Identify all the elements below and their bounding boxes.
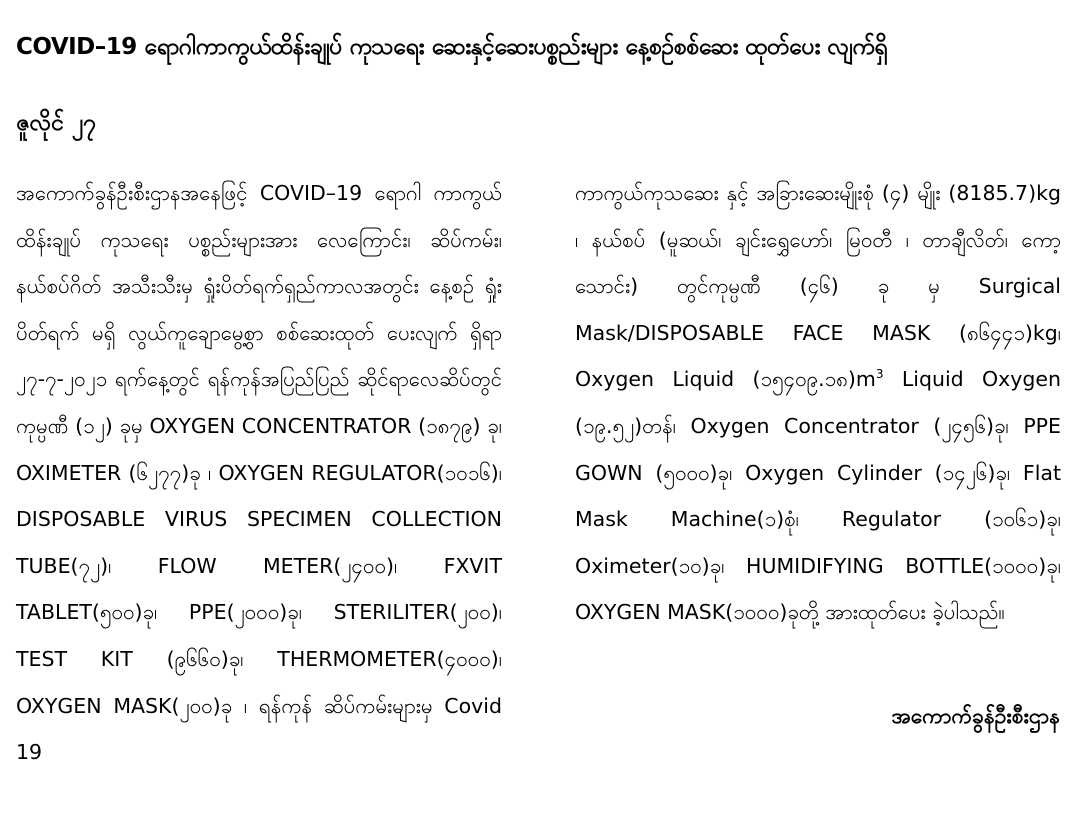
article-date: ဇူလိုင် ၂၇ <box>16 110 97 136</box>
article-title: COVID–19 ရောဂါကာကွယ်ထိန်းချုပ် ကုသရေး ဆေးနှင့်ဆေးပစ္စည်းများ နေ့စဉ်စစ်ဆေး ထုတ်ပေး လျက်ရှိ <box>16 34 887 60</box>
left-column-text: အကောက်ခွန်ဦးစီးဌာနအနေဖြင့် COVID–19 ရောဂါ ကာကွယ်ထိန်းချုပ် ကုသရေး ပစ္စည်းများအား လေကြောင်း၊ ဆိပ်ကမ်း၊ နယ်စပ်ဂိတ် အသီးသီးမှ ရှုံးပိတ်ရက်ရှည်ကာလအတွင်း နေ့စဉ် ရှုံးပိတ်ရက် မရှိ လွယ်ကူချောမွေ့စွာ စစ်ဆေးထုတ် ပေးလျက် ရှိရာ ၂၇-၇-၂၀၂၁ ရက်နေ့တွင် ရန်ကုန်အပြည်ပြည် ဆိုင်ရာလေဆိပ်တွင် ကုမ္ပဏီ (၁၂) ခုမှ OXYGEN CONCENTRATOR (၁၈၇၉) ခု၊ OXIMETER (၆၂၇၇)ခု ၊ OXYGEN REGULATOR(၁၀၁၆)၊ DISPOSABLE VIRUS SPECIMEN COLLECTION TUBE(၇၂)၊ FLOW METER(၂၄၀၀)၊ FXVIT TABLET(၅၀၀)ခု၊ PPE(၂၀၀၀)ခု၊ STERILITER(၂၀၀)၊ TEST KIT (၉၆၆၀)ခု၊ THERMOMETER(၄၀၀၀)၊ OXYGEN MASK(၂၀၀)ခု ၊ ရန်ကုန် ဆိပ်ကမ်းများမှ Covid 19 <box>16 181 502 765</box>
article-body-right-column <box>575 170 1061 636</box>
right-column-text-part-1: ကာကွယ်ကုသဆေး နှင့် အခြားဆေးမျိုးစုံ (၄) မျိုး (8185.7)kg ၊ နယ်စပ် (မူဆယ်၊ ချင်းရွှေဟော်၊ မြဝတီ ၊ တာချီလိတ်၊ ကော့သောင်း) တွင်ကုမ္ပဏီ (၄၆) ခု မှ Surgical Mask/DISPOSABLE FACE MASK (၈၆၄၄၁)kg၊ Oxygen Liquid (၁၅၄၀၉.၁၈)m <box>575 181 1061 392</box>
article-body-left-column <box>16 170 502 776</box>
right-column-text-part-2: Liquid Oxygen (၁၉.၅၂)တန်၊ Oxygen Concentrator (၂၄၅၆)ခု၊ PPE GOWN (၅၀၀၀)ခု၊ Oxygen Cylinder (၁၄၂၆)ခု၊ Flat Mask Machine(၁)စုံ၊ Regulator (၁၀၆၁)ခု၊ Oximeter(၁၀)ခု၊ HUMIDIFYING BOTTLE(၁၀၀၀)ခု၊ OXYGEN MASK(၁၀၀၀)ခုတို့ အားထုတ်ပေး ခဲ့ပါသည်။ <box>575 367 1061 625</box>
article-signature: အကောက်ခွန်ဦးစီးဌာန <box>891 704 1060 728</box>
cubic-superscript: 3 <box>875 367 884 382</box>
